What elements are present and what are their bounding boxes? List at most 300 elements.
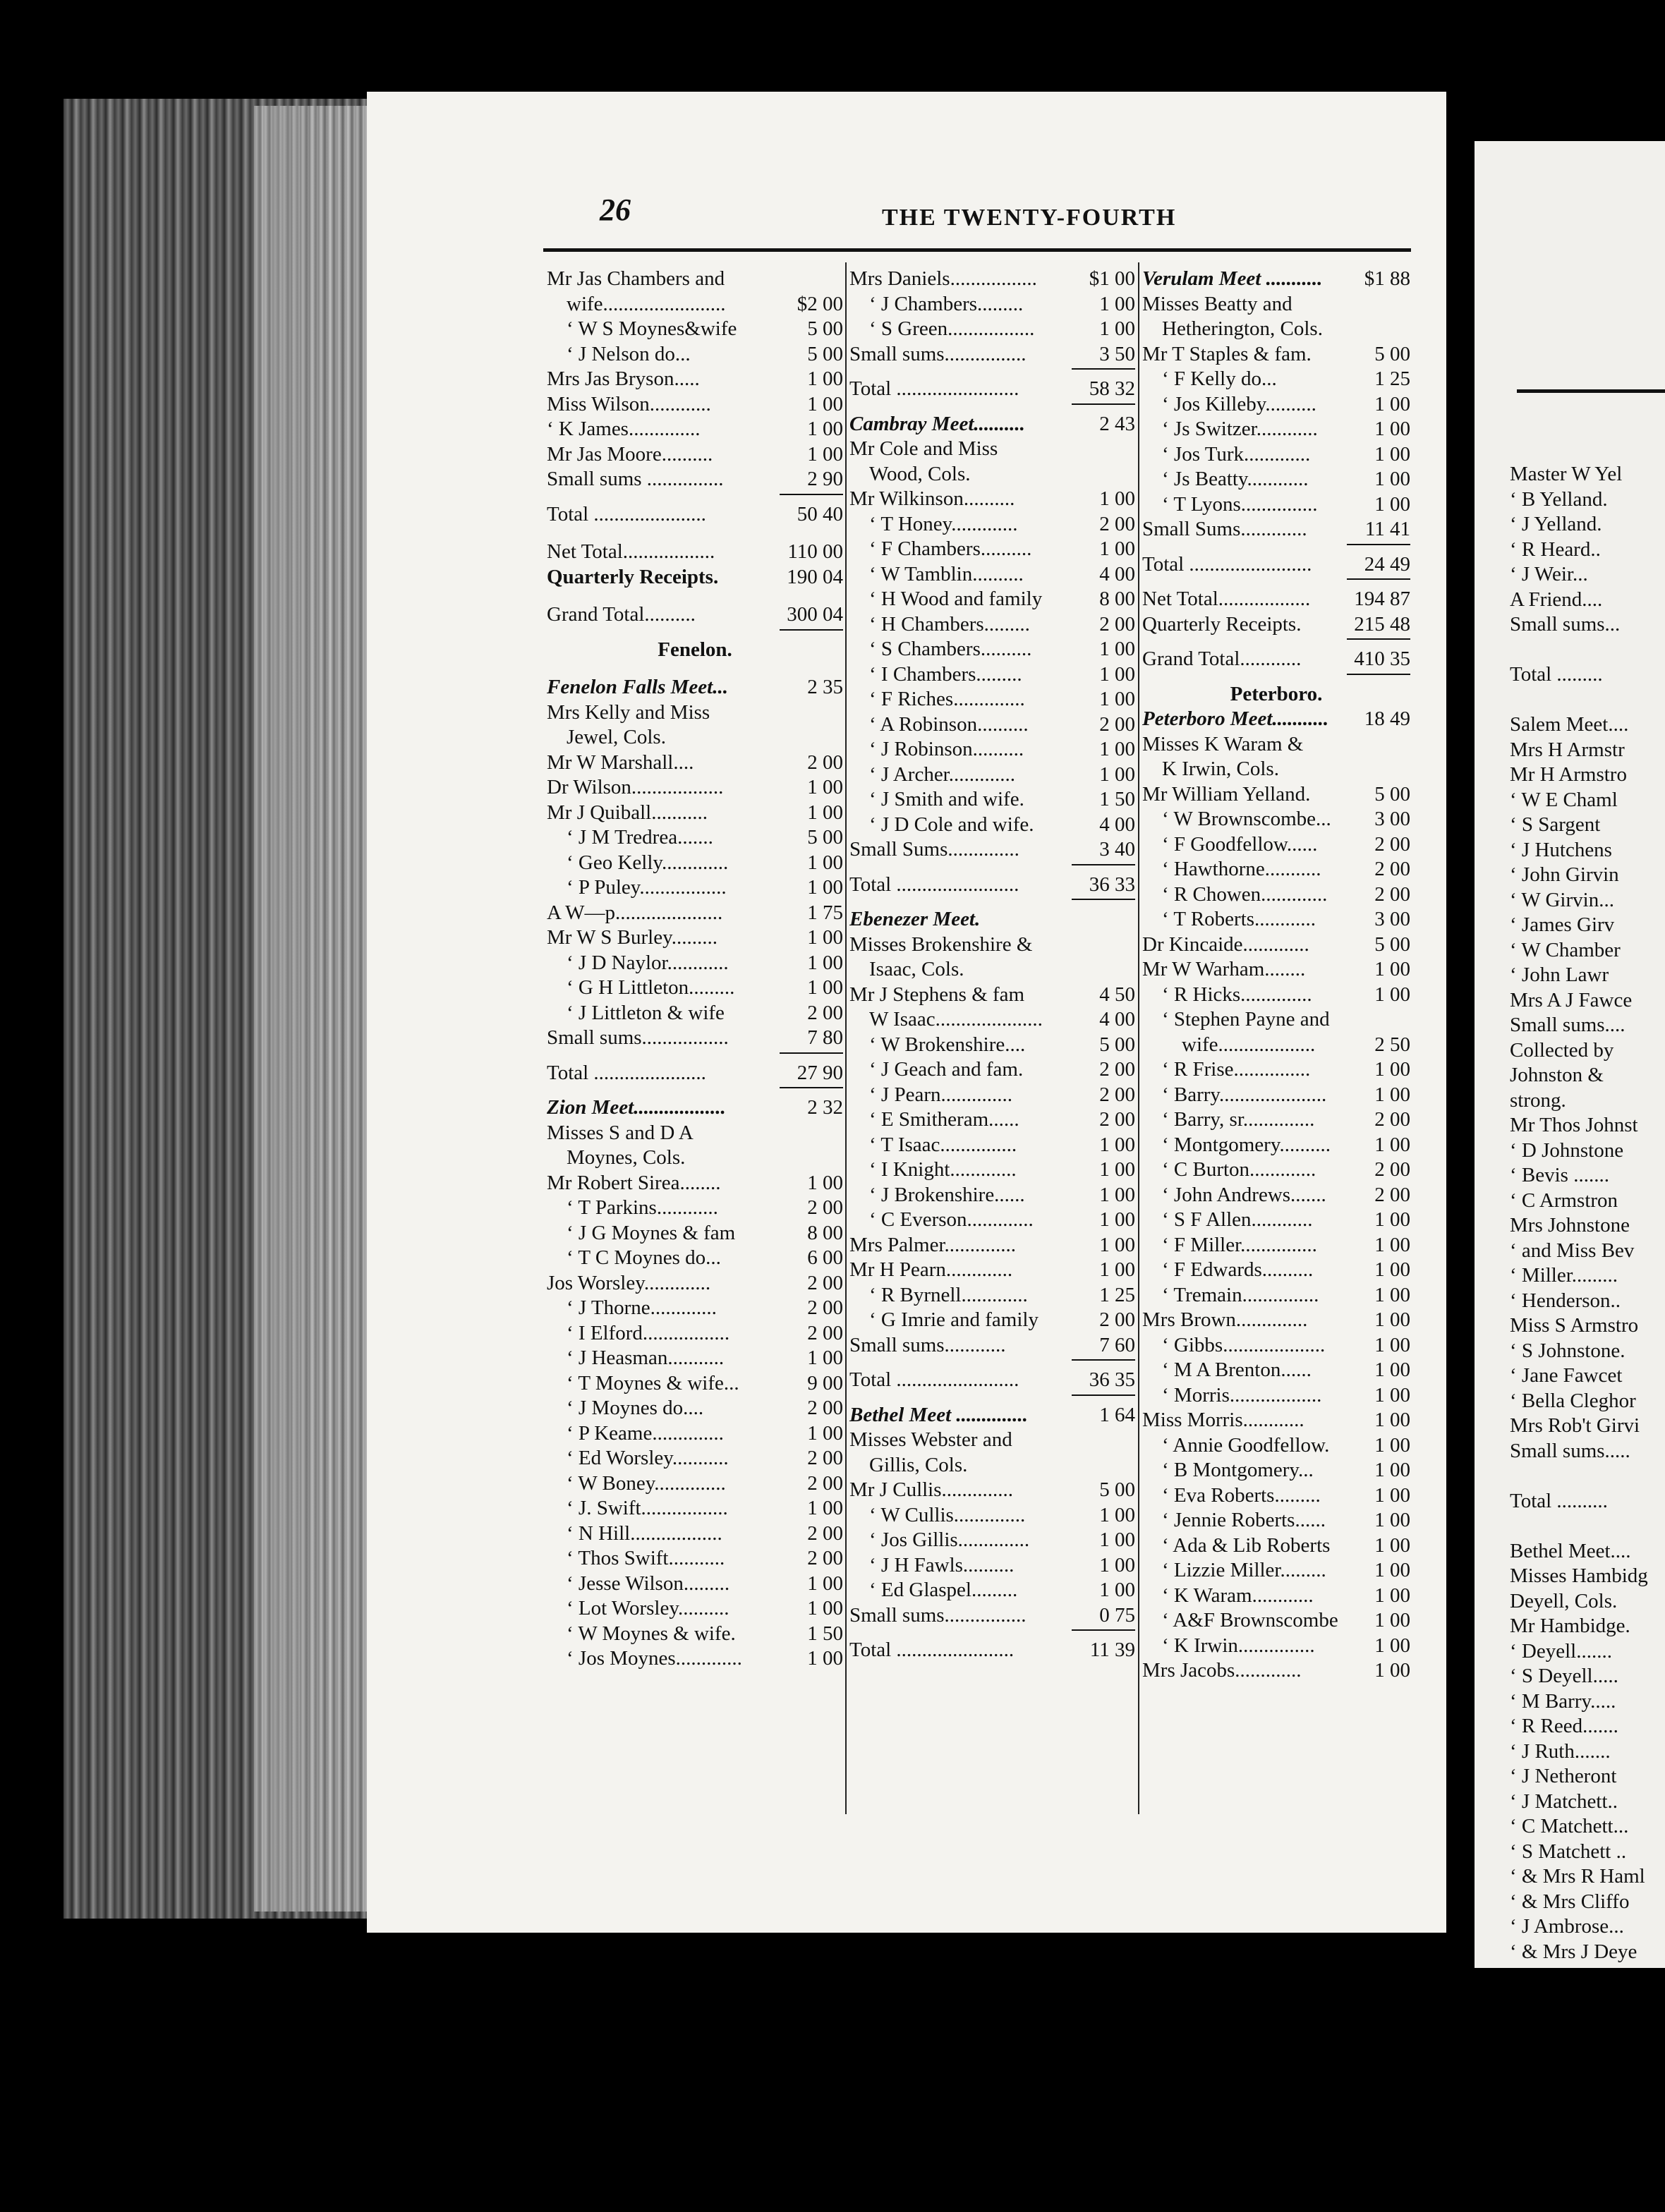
entry-amount: 1 00: [804, 1346, 843, 1371]
sum-rule-line: [780, 629, 843, 631]
entry-name: ‘ B Montgomery...: [1162, 1459, 1314, 1481]
entry-name: ‘ Montgomery..........: [1162, 1133, 1331, 1156]
entry-name: ‘ K Waram............: [1162, 1584, 1314, 1607]
entry-name: Miss Morris............: [1142, 1409, 1304, 1431]
spacer: [547, 527, 843, 540]
entry-amount: 2 00: [804, 1521, 843, 1547]
entry-amount: 18 49: [1362, 707, 1410, 732]
right-page-line: strong.: [1510, 1088, 1566, 1112]
ledger-entry: [849, 1107, 1135, 1133]
sum-rule: [547, 628, 843, 638]
entry-amount: 1 00: [804, 1421, 843, 1447]
ledger-entry: [1142, 442, 1410, 468]
ledger-entry: [849, 267, 1135, 292]
ledger-entry: [849, 612, 1135, 638]
sum-rule: [1142, 542, 1410, 552]
entry-amount: 2 90: [804, 467, 843, 492]
column-1: [547, 267, 843, 1672]
ledger-entry: [547, 1446, 843, 1471]
ledger-entry: [547, 292, 843, 317]
ledger-entry: [547, 1546, 843, 1572]
entry-amount: 1 00: [1096, 1578, 1135, 1603]
entry-name: ‘ J D Naylor............: [567, 951, 729, 974]
right-page-line: Small sums...: [1510, 613, 1621, 636]
entry-name: ‘ T Roberts............: [1162, 908, 1316, 930]
entry-name: Mr W S Burley.........: [547, 926, 718, 949]
right-page-line: ‘ J Hutchens: [1510, 838, 1612, 861]
ledger-entry: [849, 462, 1135, 487]
entry-name: W Isaac.....................: [869, 1008, 1043, 1031]
entry-amount: 1 00: [804, 1572, 843, 1597]
entry-name: ‘ J Archer.............: [869, 762, 1015, 786]
ledger-entry: [1142, 317, 1410, 342]
ledger-entry: [849, 1603, 1135, 1629]
spacer: [547, 662, 843, 675]
ledger-entry: [849, 1083, 1135, 1108]
entry-amount: 1 00: [1372, 1333, 1410, 1359]
meeting-entry: [547, 675, 843, 700]
ledger-entry: [547, 851, 843, 876]
ledger-entry: [1142, 1433, 1410, 1459]
ledger-entry: [1142, 1057, 1410, 1083]
entry-name: Small sums................: [849, 1603, 1027, 1627]
ledger-entry: [1142, 1558, 1410, 1584]
entry-amount: 7 80: [804, 1026, 843, 1051]
ledger-entry: [547, 1321, 843, 1347]
ledger-entry: [547, 1296, 843, 1321]
entry-amount: 190 04: [784, 565, 843, 590]
sum-rule: [1142, 577, 1410, 587]
sum-rule: [849, 367, 1135, 377]
right-page-line: Mrs Rob't Girvi: [1510, 1414, 1640, 1437]
right-page-line: ‘ Jane Fawcet: [1510, 1364, 1623, 1387]
sum-rule-line: [1072, 1629, 1135, 1631]
entry-amount: 2 00: [1096, 1083, 1135, 1108]
entry-amount: 1 00: [1096, 1503, 1135, 1529]
entry-name: ‘ T Moynes & wife...: [567, 1371, 739, 1394]
ledger-entry: [1142, 1283, 1410, 1308]
entry-amount: 1 00: [1372, 1208, 1410, 1233]
ledger-entry: [849, 512, 1135, 537]
entry-amount: 1 00: [1096, 1157, 1135, 1183]
right-page-line: ‘ R Reed.......: [1510, 1715, 1618, 1737]
meeting-entry: [849, 1403, 1135, 1428]
entry-name: ‘ I Chambers.........: [869, 662, 1022, 686]
ledger-entry: [849, 1258, 1135, 1283]
entry-amount: 5 00: [1372, 932, 1410, 958]
ledger-entry: [849, 1308, 1135, 1333]
entry-name: ‘ G Imrie and family: [869, 1308, 1039, 1331]
ledger-entry: [547, 951, 843, 976]
right-page-line: ‘ J Netheront: [1510, 1765, 1617, 1787]
ledger-entry: [547, 442, 843, 468]
entry-name: Mr T Staples & fam.: [1142, 342, 1312, 365]
right-page: [1475, 141, 1665, 1968]
entry-name: Small sums.................: [547, 1026, 729, 1049]
right-page-line: ‘ James Girv: [1510, 913, 1615, 936]
entry-amount: 5 00: [804, 317, 843, 342]
entry-amount: 300 04: [784, 602, 843, 628]
entry-name: ‘ J Pearn..............: [869, 1083, 1012, 1106]
entry-name: ‘ Jos Gillis..............: [869, 1529, 1030, 1551]
entry-amount: 2 35: [804, 675, 843, 700]
ledger-entry: [849, 1057, 1135, 1083]
entry-amount: 3 00: [1372, 907, 1410, 932]
right-page-line: Mr Thos Johnst: [1510, 1114, 1638, 1136]
ledger-entry: [547, 317, 843, 342]
entry-amount: 1 00: [1096, 687, 1135, 712]
entry-name: ‘ Morris..................: [1162, 1383, 1322, 1406]
ledger-entry: [1142, 1508, 1410, 1533]
section-heading: [547, 638, 843, 663]
entry-amount: 410 35: [1351, 647, 1410, 672]
entry-name: Mrs Jas Bryson.....: [547, 367, 700, 390]
sum-rule: [849, 863, 1135, 873]
entry-name: Total ......................: [547, 1061, 706, 1084]
ledger-entry: [547, 1596, 843, 1622]
entry-name: Misses K Waram &: [1142, 732, 1304, 755]
entry-amount: 1 00: [1372, 1433, 1410, 1459]
ledger-entry: [1142, 1634, 1410, 1659]
entry-amount: 1 00: [1372, 1483, 1410, 1509]
ledger-entry: [849, 1553, 1135, 1579]
entry-name: Mrs Kelly and Miss: [547, 700, 710, 724]
ledger-entry: [849, 1133, 1135, 1158]
entry-amount: 215 48: [1351, 612, 1410, 638]
entry-name: ‘ Jos Moynes.............: [567, 1647, 742, 1670]
entry-name: Mr Cole and Miss: [849, 437, 998, 460]
entry-amount: 2 00: [804, 1446, 843, 1471]
ledger-entry: [1142, 1533, 1410, 1559]
entry-name: Dr Wilson..................: [547, 776, 724, 798]
entry-name: ‘ F Edwards..........: [1162, 1258, 1314, 1281]
sum-rule-line: [780, 1087, 843, 1088]
entry-amount: 11 39: [1087, 1638, 1135, 1663]
ledger-entry: [547, 1421, 843, 1447]
entry-amount: 1 25: [1096, 1283, 1135, 1308]
ledger-entry: [547, 602, 843, 628]
entry-name: ‘ W Moynes & wife.: [567, 1622, 736, 1645]
entry-amount: 1 00: [804, 1596, 843, 1622]
ledger-entry: [547, 502, 843, 528]
ledger-entry: [1142, 1584, 1410, 1609]
ledger-entry: [547, 901, 843, 926]
ledger-entry: [547, 1026, 843, 1051]
right-page-line: Collected by: [1510, 1038, 1614, 1062]
right-page-line: ‘ J Ruth.......: [1510, 1739, 1611, 1763]
entry-name: ‘ Jos Turk.............: [1162, 442, 1311, 466]
right-page-line: [1510, 1464, 1648, 1489]
right-page-line: ‘ Miller.........: [1510, 1264, 1618, 1287]
ledger-entry: [547, 1171, 843, 1196]
ledger-entry: [1142, 1258, 1410, 1283]
entry-name: Total .......................: [849, 1639, 1015, 1661]
ledger-entry: [1142, 292, 1410, 317]
ledger-entry: [1142, 932, 1410, 958]
entry-amount: 2 00: [804, 1271, 843, 1296]
right-page-line: ‘ W Chamber: [1510, 938, 1621, 961]
entry-name: ‘ Js Beatty............: [1162, 468, 1309, 490]
entry-name: Cambray Meet..........: [849, 412, 1025, 435]
entry-name: Mr Wilkinson..........: [849, 487, 1015, 510]
entry-name: ‘ W Boney..............: [567, 1471, 726, 1495]
entry-amount: 2 00: [1096, 712, 1135, 738]
entry-name: ‘ J Brokenshire......: [869, 1183, 1025, 1206]
ledger-entry: [1142, 1608, 1410, 1634]
ledger-entry: [849, 1007, 1135, 1033]
entry-amount: 2 00: [804, 1001, 843, 1026]
right-page-line: ‘ J Yelland.: [1510, 513, 1602, 535]
entry-amount: 1 00: [1372, 1558, 1410, 1584]
ledger-entry: [547, 925, 843, 951]
entry-amount: 1 00: [1372, 1508, 1410, 1533]
entry-name: ‘ Jennie Roberts......: [1162, 1509, 1326, 1531]
entry-name: Total ........................: [1142, 552, 1312, 576]
entry-name: Fenelon.: [658, 638, 732, 661]
entry-name: Mr Robert Sirea........: [547, 1171, 721, 1194]
column-2: [849, 267, 1135, 1663]
entry-amount: 4 00: [1096, 813, 1135, 838]
ledger-entry: [849, 932, 1135, 958]
ledger-entry: [1142, 1033, 1410, 1058]
meeting-entry: [849, 412, 1135, 437]
entry-amount: 5 00: [1096, 1033, 1135, 1058]
entry-amount: 1 00: [1372, 1283, 1410, 1308]
book-page-edges-light: [254, 106, 367, 1912]
entry-name: ‘ H Chambers.........: [869, 612, 1030, 636]
right-page-line: ‘ J Weir...: [1510, 563, 1588, 585]
entry-name: Misses Brokenshire &: [849, 932, 1033, 956]
entry-amount: 2 00: [1372, 832, 1410, 858]
ledger-entry: [849, 1368, 1135, 1393]
ledger-entry: [1142, 417, 1410, 442]
sum-rule: [849, 897, 1135, 907]
entry-amount: 1 00: [1096, 487, 1135, 512]
ledger-entry: [547, 540, 843, 565]
entry-name: ‘ Thos Swift...........: [567, 1547, 725, 1569]
entry-name: ‘ F Goodfellow......: [1162, 832, 1318, 856]
ledger-entry: [1142, 857, 1410, 882]
ledger-entry: [547, 1121, 843, 1146]
entry-amount: 1 50: [1096, 787, 1135, 813]
entry-name: ‘ R Chowen.............: [1162, 882, 1328, 906]
entry-name: ‘ Lot Worsley..........: [567, 1597, 729, 1620]
entry-amount: 1 00: [1372, 417, 1410, 442]
sum-rule-line: [780, 1052, 843, 1054]
entry-name: ‘ J Nelson do...: [567, 342, 691, 365]
entry-name: ‘ J Geach and fam.: [869, 1058, 1024, 1081]
right-page-line: A Friend....: [1510, 588, 1603, 611]
entry-amount: 194 87: [1351, 587, 1410, 612]
entry-name: ‘ K James..............: [547, 418, 701, 440]
entry-amount: 2 32: [804, 1095, 843, 1121]
entry-name: K Irwin, Cols.: [1162, 758, 1279, 780]
entry-name: ‘ Barry, sr..............: [1162, 1108, 1315, 1131]
entry-amount: 1 00: [1096, 292, 1135, 317]
entry-name: Small Sums.............: [1142, 518, 1307, 540]
ledger-entry: [849, 762, 1135, 788]
entry-name: ‘ J Robinson..........: [869, 738, 1024, 760]
entry-name: ‘ Jos Killeby..........: [1162, 392, 1316, 415]
entry-amount: 36 33: [1086, 873, 1135, 898]
ledger-entry: [547, 801, 843, 826]
ledger-entry: [849, 562, 1135, 588]
entry-amount: 1 00: [804, 851, 843, 876]
entry-amount: 5 00: [1372, 342, 1410, 367]
ledger-entry: [1142, 1333, 1410, 1359]
ledger-entry: [547, 976, 843, 1001]
entry-name: ‘ E Smitheram......: [869, 1108, 1019, 1131]
entry-amount: 8 00: [804, 1221, 843, 1246]
entry-name: Misses S and D A: [547, 1121, 694, 1144]
ledger-entry: [547, 1471, 843, 1497]
entry-name: Total ......................: [547, 502, 706, 525]
entry-amount: 1 00: [1096, 1208, 1135, 1233]
entry-name: Small sums ...............: [547, 468, 724, 490]
entry-name: ‘ J Thorne.............: [567, 1296, 717, 1319]
sum-rule-line: [1072, 403, 1135, 405]
entry-name: ‘ Hawthorne...........: [1162, 858, 1321, 880]
entry-amount: 4 50: [1096, 983, 1135, 1008]
entry-amount: 2 00: [804, 1196, 843, 1221]
entry-name: ‘ T Honey.............: [869, 512, 1018, 535]
ledger-entry: [849, 1638, 1135, 1663]
ledger-entry: [849, 1233, 1135, 1258]
right-page-line: ‘ C Armstron: [1510, 1189, 1618, 1212]
entry-amount: 1 00: [804, 417, 843, 442]
ledger-entry: [849, 1428, 1135, 1453]
entry-name: ‘ R Byrnell.............: [869, 1283, 1028, 1306]
ledger-entry: [849, 787, 1135, 813]
entry-name: ‘ Eva Roberts.........: [1162, 1483, 1321, 1507]
entry-amount: 1 00: [1372, 1608, 1410, 1634]
entry-name: ‘ Jesse Wilson.........: [567, 1572, 730, 1595]
right-page-line: Small sums....: [1510, 1014, 1625, 1036]
entry-amount: 1 00: [1096, 737, 1135, 762]
ledger-entry: [849, 687, 1135, 712]
entry-name: Ebenezer Meet.: [849, 908, 981, 930]
ledger-entry: [849, 1157, 1135, 1183]
entry-amount: 11 41: [1362, 517, 1410, 542]
right-page-line: ‘ & Mrs R Haml: [1510, 1865, 1645, 1888]
ledger-entry: [547, 342, 843, 367]
entry-name: Total ........................: [849, 1368, 1019, 1391]
entry-amount: 5 00: [1096, 1478, 1135, 1503]
entry-amount: 1 00: [1096, 1553, 1135, 1579]
meeting-entry: [849, 907, 1135, 932]
entry-amount: 6 00: [804, 1246, 843, 1271]
entry-amount: 58 32: [1086, 377, 1135, 402]
entry-amount: 5 00: [804, 825, 843, 851]
ledger-entry: [547, 1646, 843, 1672]
entry-amount: 2 00: [1372, 857, 1410, 882]
entry-amount: 1 00: [1372, 1584, 1410, 1609]
entry-name: ‘ John Andrews.......: [1162, 1183, 1326, 1206]
entry-name: Hetherington, Cols.: [1162, 317, 1323, 340]
sum-rule: [849, 1358, 1135, 1368]
entry-name: Net Total..................: [547, 540, 715, 563]
entry-amount: 5 00: [1372, 782, 1410, 808]
ledger-entry: [547, 875, 843, 901]
ledger-entry: [1142, 647, 1410, 672]
entry-name: Mr Jas Chambers and: [547, 267, 725, 290]
ledger-entry: [849, 983, 1135, 1008]
entry-name: Zion Meet..................: [547, 1096, 726, 1119]
ledger-entry: [1142, 1133, 1410, 1158]
ledger-entry: [849, 662, 1135, 688]
meeting-entry: [547, 1095, 843, 1121]
ledger-entry: [1142, 1157, 1410, 1183]
entry-amount: 2 50: [1372, 1033, 1410, 1058]
entry-name: Total ........................: [849, 377, 1019, 400]
entry-name: ‘ N Hill..................: [567, 1521, 722, 1545]
ledger-entry: [849, 1503, 1135, 1529]
sum-rule: [1142, 637, 1410, 647]
right-page-line: ‘ R Heard..: [1510, 537, 1601, 561]
entry-name: ‘ S Chambers..........: [869, 638, 1032, 660]
entry-name: ‘ H Wood and family: [869, 588, 1043, 610]
right-page-line: ‘ and Miss Bev: [1510, 1239, 1635, 1262]
ledger-entry: [849, 1208, 1135, 1233]
entry-amount: 1 00: [804, 875, 843, 901]
entry-name: ‘ W S Moynes&wife: [567, 317, 737, 340]
entry-amount: $1 00: [1086, 267, 1135, 292]
right-page-line: ‘ C Matchett...: [1510, 1815, 1629, 1837]
ledger-entry: [1142, 882, 1410, 908]
ledger-entry: [547, 1146, 843, 1171]
entry-amount: 1 00: [804, 775, 843, 801]
entry-amount: 1 00: [1372, 1533, 1410, 1559]
sum-rule-line: [1072, 864, 1135, 865]
entry-name: ‘ Geo Kelly.............: [567, 851, 729, 874]
ledger-entry: [849, 292, 1135, 317]
ledger-entry: [1142, 552, 1410, 578]
entry-name: ‘ S Green.................: [869, 317, 1035, 340]
entry-amount: 2 00: [1372, 882, 1410, 908]
entry-amount: 2 00: [1096, 612, 1135, 638]
entry-amount: 1 00: [804, 1171, 843, 1196]
entry-amount: 1 00: [804, 976, 843, 1001]
entry-name: Net Total..................: [1142, 588, 1311, 610]
entry-amount: 2 00: [804, 1321, 843, 1347]
ledger-entry: [849, 1453, 1135, 1478]
ledger-entry: [849, 1183, 1135, 1208]
ledger-entry: [1142, 1107, 1410, 1133]
entry-name: ‘ T C Moynes do...: [567, 1246, 721, 1269]
entry-amount: 1 00: [1372, 1458, 1410, 1483]
entry-amount: 1 00: [1372, 957, 1410, 983]
entry-amount: 50 40: [794, 502, 843, 528]
entry-amount: 1 00: [1372, 442, 1410, 468]
entry-name: ‘ F Miller...............: [1162, 1233, 1317, 1256]
entry-amount: 1 75: [804, 901, 843, 926]
right-page-line: Bethel Meet....: [1510, 1539, 1631, 1562]
ledger-entry: [1142, 517, 1410, 542]
entry-name: ‘ P Puley.................: [567, 876, 727, 899]
entry-amount: 1 00: [1372, 1658, 1410, 1684]
ledger-entry: [1142, 907, 1410, 932]
entry-name: ‘ R Hicks..............: [1162, 983, 1312, 1006]
right-page-line: ‘ & Mrs Cliffo: [1510, 1890, 1630, 1913]
ledger-entry: [1142, 467, 1410, 492]
ledger-entry: [1142, 807, 1410, 832]
ledger-entry: [1142, 367, 1410, 392]
entry-name: A W—p.....................: [547, 901, 723, 924]
ledger-entry: [1142, 832, 1410, 858]
entry-amount: 2 00: [1372, 1157, 1410, 1183]
ledger-entry: [849, 957, 1135, 983]
entry-amount: 1 00: [1372, 1408, 1410, 1433]
